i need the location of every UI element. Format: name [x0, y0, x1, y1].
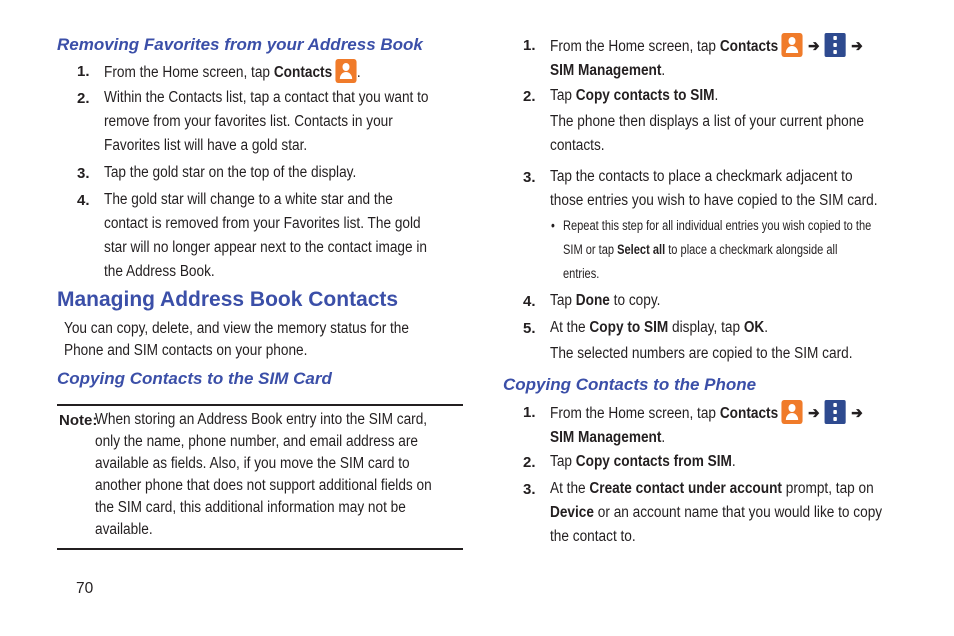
select-all-label: Select all: [617, 242, 666, 257]
step-text-pre: Tap: [550, 292, 576, 309]
step-text-post: or an account name that you would like to copy: [593, 504, 883, 521]
step-text-post: prompt, tap on: [781, 480, 874, 497]
intro-paragraph: [64, 318, 409, 362]
bullet-post: to place a checkmark alongside all: [665, 242, 838, 257]
step-line: the Address Book.: [104, 263, 215, 280]
step-text: [104, 161, 356, 185]
step-number: 3.: [523, 169, 536, 186]
step-text: [550, 400, 868, 450]
section-heading-removing-favorites: Removing Favorites from your Address Book: [57, 35, 423, 54]
device-label: Device: [550, 504, 594, 521]
contacts-label: Contacts: [719, 38, 779, 55]
step-line: those entries you wish to have copied to the SIM card.: [550, 192, 878, 209]
step-text: [104, 86, 429, 158]
menu-icon: [825, 33, 846, 57]
step-text-pre: Tap: [550, 453, 576, 470]
step-line: Within the Contacts list, tap a contact that you want to: [104, 89, 429, 106]
step-text: [550, 84, 864, 158]
step-line: Tap the contacts to place a checkmark adjacent to: [550, 168, 853, 185]
step-text: [550, 477, 882, 549]
step-line: star will no longer appear next to the contact image in: [104, 239, 428, 256]
step-text: [550, 33, 868, 83]
arrow-icon: ➔: [851, 38, 863, 55]
step-text-pre: At the: [550, 480, 590, 497]
step-number: 1.: [523, 404, 536, 421]
contacts-icon: [782, 400, 803, 424]
step-text: [104, 59, 361, 85]
contacts-icon: [336, 59, 357, 83]
note-line: When storing an Address Book entry into the SIM card,: [95, 411, 428, 428]
step-number: 1.: [523, 37, 536, 54]
bullet-pre: SIM or tap: [563, 242, 618, 257]
step-line: Favorites list will have a gold star.: [104, 137, 308, 154]
arrow-icon: ➔: [851, 405, 863, 422]
note-line: available as fields. Also, if you move the SIM card to: [95, 455, 410, 472]
step-text-pre: From the Home screen, tap: [550, 38, 720, 55]
copy-to-sim-label: Copy contacts to SIM: [575, 87, 715, 104]
step-text-pre: From the Home screen, tap: [104, 64, 274, 81]
step-line: remove from your favorites list. Contacts in your: [104, 113, 393, 130]
step-text: [550, 316, 853, 366]
note-label: Note:: [59, 412, 98, 429]
section-heading-managing: Managing Address Book Contacts: [57, 288, 399, 311]
step-text-post: to copy.: [609, 292, 661, 309]
step-number: 3.: [77, 165, 90, 182]
step-text: [550, 165, 878, 213]
step-line: Tap the gold star on the top of the display.: [104, 164, 357, 181]
contacts-label: Contacts: [719, 405, 779, 422]
note-line: only the name, phone number, and email address are: [95, 433, 419, 450]
step-follow-line: The phone then displays a list of your current phone: [550, 113, 864, 130]
bullet-line: Repeat this step for all individual entries you wish copied to the: [563, 218, 872, 233]
step-number: 2.: [77, 90, 90, 107]
step-text-pre: At the: [550, 319, 590, 336]
step-number: 4.: [523, 293, 536, 310]
done-label: Done: [575, 292, 610, 309]
menu-icon: [825, 400, 846, 424]
step-text-post: .: [661, 62, 666, 79]
step-line: The gold star will change to a white star and the: [104, 191, 393, 208]
copy-to-sim-display-label: Copy to SIM: [589, 319, 669, 336]
bullet-text: [563, 214, 871, 286]
ok-label: OK: [743, 319, 765, 336]
arrow-icon: ➔: [808, 38, 820, 55]
step-number: 3.: [523, 481, 536, 498]
page-number: 70: [76, 580, 94, 597]
step-number: 2.: [523, 88, 536, 105]
copy-from-sim-label: Copy contacts from SIM: [575, 453, 732, 470]
note-top-rule: [57, 404, 463, 406]
arrow-icon: ➔: [808, 405, 820, 422]
step-number: 4.: [77, 192, 90, 209]
contacts-label: Contacts: [273, 64, 333, 81]
contacts-icon: [782, 33, 803, 57]
note-line: the SIM card, this additional information may not be: [95, 499, 406, 516]
intro-line: You can copy, delete, and view the memory status for the: [64, 320, 409, 337]
note-line: available.: [95, 521, 153, 538]
step-text: [104, 188, 427, 284]
step-number: 2.: [523, 454, 536, 471]
step-text-pre: Tap: [550, 87, 576, 104]
sim-management-label: SIM Management: [550, 62, 662, 79]
step-line: contact is removed from your Favorites list. The gold: [104, 215, 421, 232]
note-bottom-rule: [57, 548, 463, 550]
section-heading-copy-to-sim: Copying Contacts to the SIM Card: [57, 369, 332, 388]
intro-line: Phone and SIM contacts on your phone.: [64, 342, 308, 359]
note-text: [95, 409, 432, 541]
bullet-mark: •: [551, 218, 555, 233]
step-follow-line: contacts.: [550, 137, 605, 154]
step-follow-line: The selected numbers are copied to the SIM card.: [550, 345, 853, 362]
step-text-post: .: [714, 87, 719, 104]
step-text: [550, 289, 660, 313]
step-number: 5.: [523, 320, 536, 337]
step-text-post: .: [731, 453, 736, 470]
step-text-pre: From the Home screen, tap: [550, 405, 720, 422]
create-contact-label: Create contact under account: [589, 480, 782, 497]
bullet-line: entries.: [563, 266, 600, 281]
step-line: the contact to.: [550, 528, 636, 545]
note-line: another phone that does not support additional fields on: [95, 477, 432, 494]
step-text-mid: display, tap: [668, 319, 744, 336]
step-text: [550, 450, 736, 474]
step-text-post: .: [764, 319, 769, 336]
section-heading-copy-to-phone: Copying Contacts to the Phone: [503, 375, 757, 394]
step-text-post: .: [356, 64, 361, 81]
step-number: 1.: [77, 63, 90, 80]
sim-management-label: SIM Management: [550, 429, 662, 446]
step-text-post: .: [661, 429, 666, 446]
